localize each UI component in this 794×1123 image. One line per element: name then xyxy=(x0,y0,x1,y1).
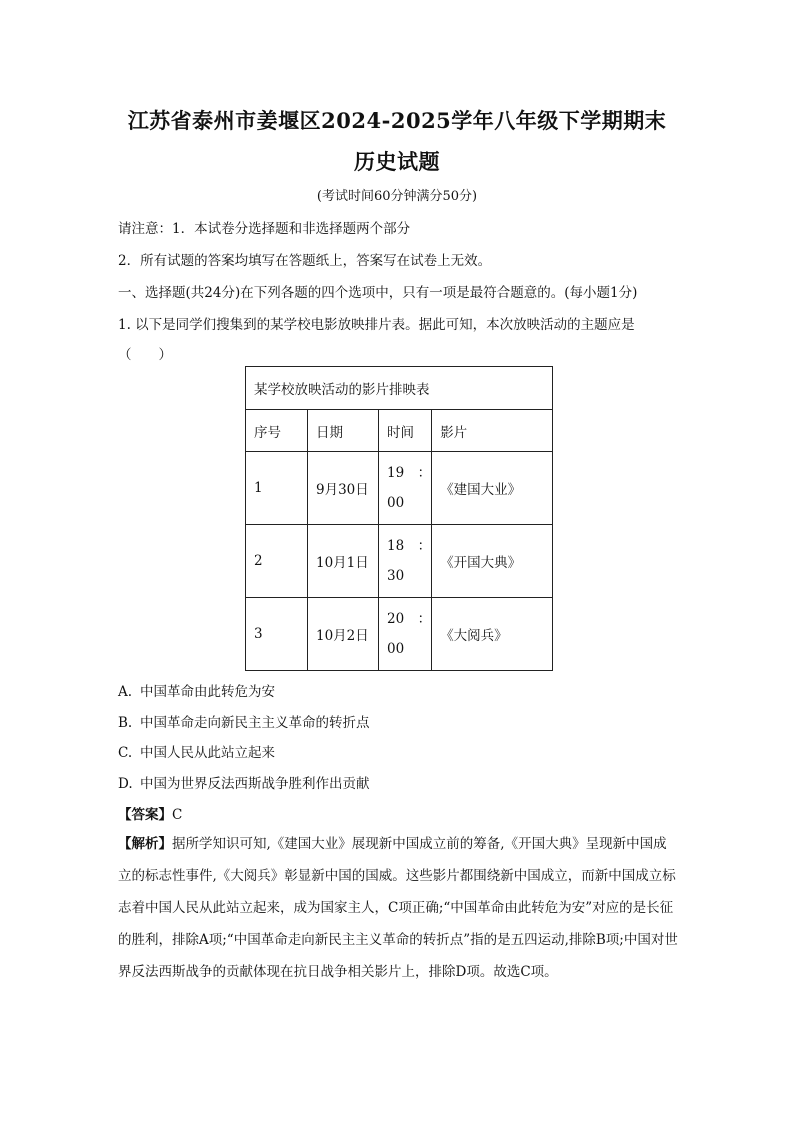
cell-film: 《开国大典》 xyxy=(432,525,553,598)
page-title: 江苏省泰州市姜堰区2024-2025学年八年级下学期期末 xyxy=(127,108,667,133)
option-text: 中国革命走向新民主主义革命的转折点 xyxy=(140,715,370,731)
question-bracket: （ ） xyxy=(118,347,172,363)
header-cell-date: 日期 xyxy=(308,410,379,452)
header-cell-time: 时间 xyxy=(379,410,432,452)
option-letter: D. xyxy=(118,776,133,792)
cell-time xyxy=(379,598,432,671)
option-letter: B. xyxy=(118,715,133,731)
table-row xyxy=(246,598,553,671)
header-cell-no: 序号 xyxy=(246,410,308,452)
option-a xyxy=(118,680,275,700)
option-letter: A. xyxy=(118,684,133,700)
answer-label: 【答案】 xyxy=(118,807,172,823)
question-stem: 1. 以下是同学们搜集到的某学校电影放映排片表。据此可知，本次放映活动的主题应是 xyxy=(118,317,635,333)
section-heading: 一、选择题(共24分)在下列各题的四个选项中，只有一项是最符合题意的。(每小题1分) xyxy=(118,285,638,301)
cell-date: 10月1日 xyxy=(308,525,379,598)
table-row xyxy=(246,525,553,598)
time-hour: 18 ： xyxy=(387,538,432,554)
note-line-1: 请注意：1．本试卷分选择题和非选择题两个部分 xyxy=(118,221,411,237)
schedule-table xyxy=(245,366,553,671)
option-text: 中国为世界反法西斯战争胜利作出贡献 xyxy=(140,776,370,792)
cell-film: 《大阅兵》 xyxy=(432,598,553,671)
analysis-block xyxy=(118,828,678,988)
exam-info: (考试时间60分钟满分50分) xyxy=(316,189,478,204)
table-row xyxy=(246,452,553,525)
time-hour: 19 ： xyxy=(387,465,432,481)
time-hour: 20 ： xyxy=(387,611,432,627)
cell-no: 1 xyxy=(246,452,308,525)
table-header-row xyxy=(246,410,553,452)
option-d xyxy=(118,772,370,792)
header-cell-film: 影片 xyxy=(432,410,553,452)
answer-value: C xyxy=(172,807,183,823)
cell-film: 《建国大业》 xyxy=(432,452,553,525)
option-text: 中国革命由此转危为安 xyxy=(140,684,275,700)
option-text: 中国人民从此站立起来 xyxy=(140,745,275,761)
analysis-text: 据所学知识可知,《建国大业》展现新中国成立前的筹备,《开国大典》呈现新中国成立的标志性事件,《大阅兵》彰显新中国的国威。这些影片都围绕新中国成立，而新中国成立标志着中国人民从此站立起来，成为国家主人，C项正确;“中国革命由此转危为安”对应的是长征的胜利，排除A项;“中国革命走向新民主主义革命的转折点”指的是五四运动,排除B项;中国对世界反法西斯战争的贡献体现在抗日战争相关影片上，排除D项。故选C项。 xyxy=(118,836,678,980)
cell-no: 2 xyxy=(246,525,308,598)
note-line-2: 2．所有试题的答案均填写在答题纸上，答案写在试卷上无效。 xyxy=(118,253,492,269)
cell-no: 3 xyxy=(246,598,308,671)
cell-date: 9月30日 xyxy=(308,452,379,525)
page-subject-title: 历史试题 xyxy=(354,149,440,174)
time-minute: 00 xyxy=(387,641,405,657)
time-minute: 30 xyxy=(387,568,405,584)
cell-time xyxy=(379,525,432,598)
option-b xyxy=(118,711,370,731)
option-letter: C. xyxy=(118,745,133,761)
analysis-label: 【解析】 xyxy=(118,836,172,852)
answer-line xyxy=(118,803,182,823)
option-c xyxy=(118,741,275,761)
time-minute: 00 xyxy=(387,495,405,511)
cell-time xyxy=(379,452,432,525)
cell-date: 10月2日 xyxy=(308,598,379,671)
table-caption: 某学校放映活动的影片排映表 xyxy=(246,367,553,410)
